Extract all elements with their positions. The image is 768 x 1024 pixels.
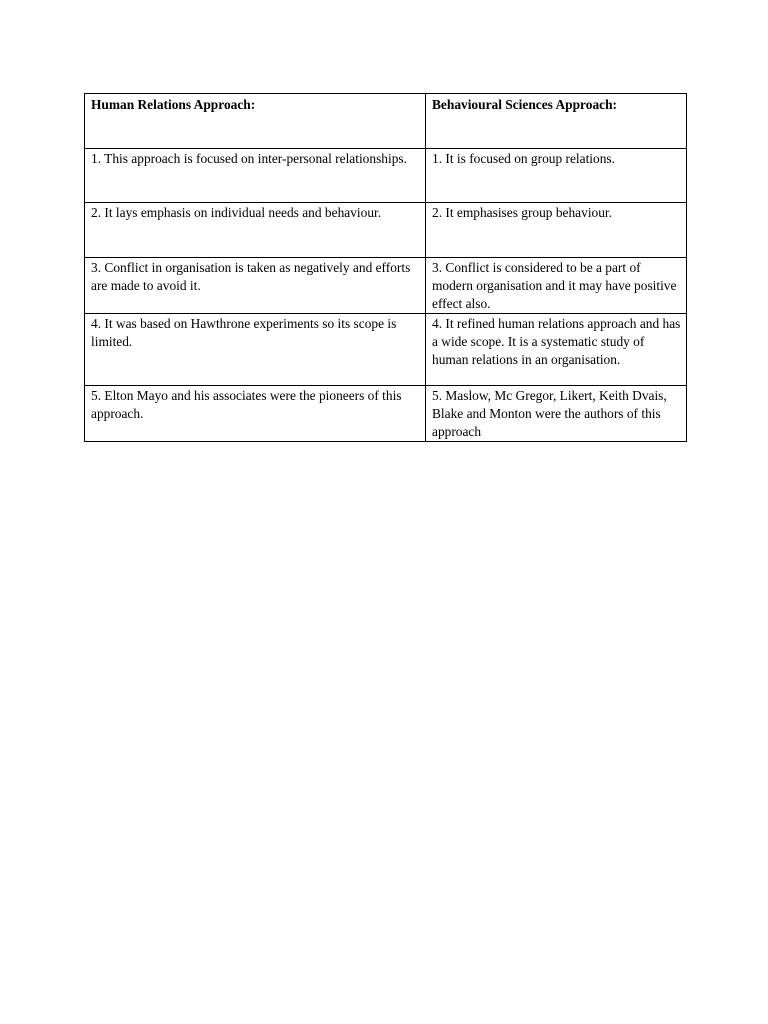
table-cell-behavioural-sciences: 4. It refined human relations approach and has a wide scope. It is a systematic study of human relations in an organisation. xyxy=(426,314,687,386)
table-cell-human-relations: 3. Conflict in organisation is taken as negatively and efforts are made to avoid it. xyxy=(85,258,426,314)
comparison-table xyxy=(84,93,687,442)
table-cell-human-relations: 5. Elton Mayo and his associates were the pioneers of this approach. xyxy=(85,386,426,442)
table-cell-human-relations: 4. It was based on Hawthrone experiments so its scope is limited. xyxy=(85,314,426,386)
table-cell-behavioural-sciences: 1. It is focused on group relations. xyxy=(426,149,687,203)
table-cell-behavioural-sciences: 3. Conflict is considered to be a part of modern organisation and it may have positive effect also. xyxy=(426,258,687,314)
table-cell-human-relations: 2. It lays emphasis on individual needs and behaviour. xyxy=(85,203,426,258)
table-cell-behavioural-sciences: 5. Maslow, Mc Gregor, Likert, Keith Dvais, Blake and Monton were the authors of this approach xyxy=(426,386,687,442)
table-row xyxy=(85,203,687,258)
table-row xyxy=(85,149,687,203)
header-behavioural-sciences: Behavioural Sciences Approach: xyxy=(426,94,687,149)
table-row xyxy=(85,258,687,314)
table-row xyxy=(85,314,687,386)
table-cell-behavioural-sciences: 2. It emphasises group behaviour. xyxy=(426,203,687,258)
table-row xyxy=(85,386,687,442)
table-header-row xyxy=(85,94,687,149)
table-cell-human-relations: 1. This approach is focused on inter-personal relationships. xyxy=(85,149,426,203)
header-human-relations: Human Relations Approach: xyxy=(85,94,426,149)
